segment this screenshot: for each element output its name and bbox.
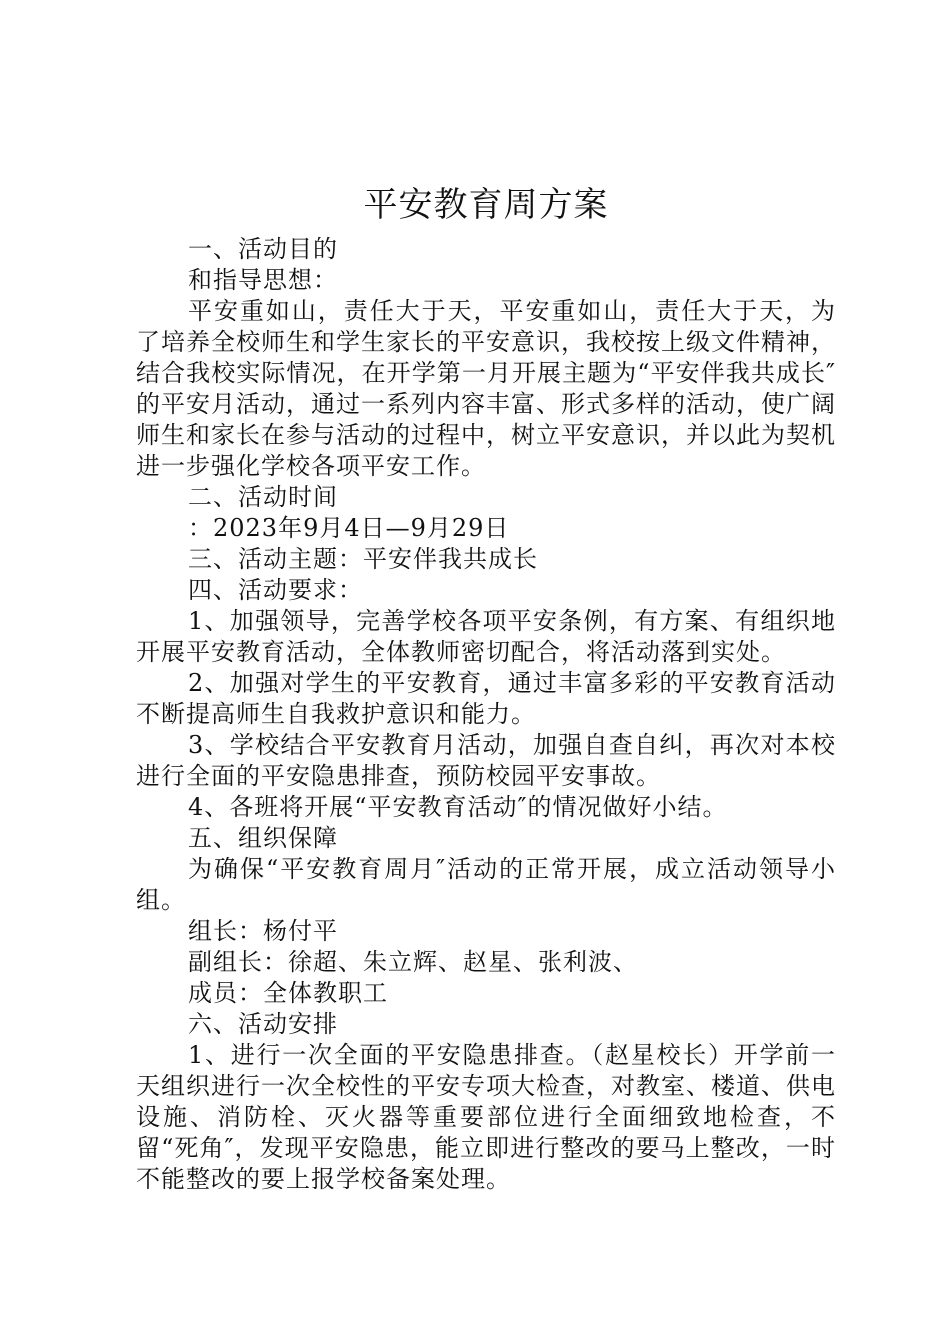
group-leader: 组长：杨付平 [188, 917, 338, 945]
requirement-4: 4、各班将开展“平安教育活动″的情况做好小结。 [188, 793, 728, 821]
deputy-leaders: 副组长：徐超、朱立辉、赵星、张利波、 [188, 948, 638, 976]
requirement-1: 1、加强领导，完善学校各项平安条例，有方案、有组织地开展平安教育活动，全体教师密切配合，将活动落到实处。 [136, 607, 836, 666]
requirement-3: 3、学校结合平安教育月活动，加强自查自纠，再次对本校进行全面的平安隐患排查，预防校园平安事故。 [136, 731, 836, 790]
document-title: 平安教育周方案 [363, 185, 609, 225]
section-5-heading: 五、组织保障 [188, 824, 338, 852]
section-2-body: ：2023年9月4日—9月29日 [188, 514, 510, 542]
section-1-subheading: 和指导思想： [188, 266, 338, 294]
section-1-body: 平安重如山，责任大于天，平安重如山，责任大于天，为了培养全校师生和学生家长的平安意识，我校按上级文件精神，结合我校实际情况，在开学第一月开展主题为“平安伴我共成长″的平安月活动，通过一系列内容丰富、形式多样的活动，使广阔师生和家长在参与活动的过程中，树立平安意识，并以此为契机进一步强化学校各项平安工作。 [136, 297, 836, 480]
section-4-heading: 四、活动要求： [188, 576, 363, 604]
section-3-heading: 三、活动主题：平安伴我共成长 [188, 545, 538, 573]
requirement-2: 2、加强对学生的平安教育，通过丰富多彩的平安教育活动不断提高师生自我救护意识和能力。 [136, 669, 836, 728]
section-5-body: 为确保“平安教育周月″活动的正常开展，成立活动领导小组。 [136, 855, 836, 914]
activity-1: 1、进行一次全面的平安隐患排查。（赵星校长）开学前一天组织进行一次全校性的平安专项大检查，对教室、楼道、供电设施、消防栓、灭火器等重要部位进行全面细致地检查，不留“死角″，发现平安隐患，能立即进行整改的要马上整改，一时不能整改的要上报学校备案处理。 [136, 1041, 836, 1193]
section-6-heading: 六、活动安排 [188, 1010, 338, 1038]
section-2-heading: 二、活动时间 [188, 483, 338, 511]
document-page [136, 180, 836, 1195]
group-members: 成员：全体教职工 [188, 979, 388, 1007]
section-1-heading: 一、活动目的 [188, 235, 338, 263]
